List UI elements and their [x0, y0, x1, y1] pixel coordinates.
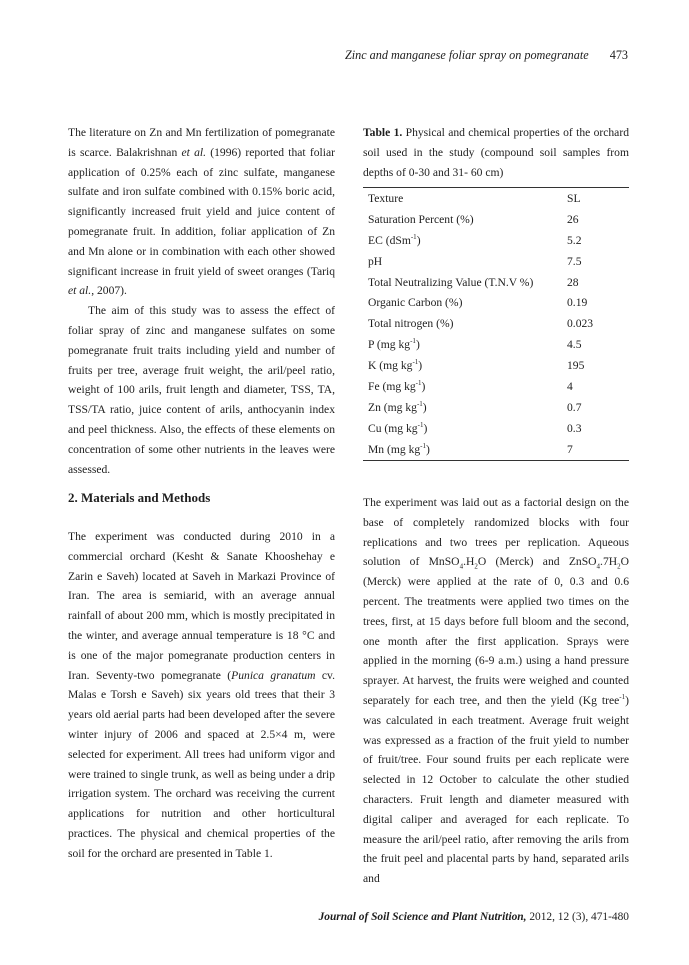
journal-footer: [319, 911, 629, 923]
italic-text: et al.: [181, 145, 207, 159]
table-row: [363, 272, 629, 293]
table-row: [363, 230, 629, 251]
table-row: [363, 439, 629, 460]
property-cell: [363, 313, 562, 334]
property-name: EC (dSm: [368, 233, 411, 247]
text-span: (1996) reported that foliar application of 0.25% each of zinc sulfate, manganese sulfate and iron sulfate combined with 0.15% boric acid, significantly increased fruit yield and juice content of pomegranate fruit. In addition, foliar application of Zn and Mn alone or in combination with each other showed significant increase in fruit yield of sweet oranges (Tariq: [68, 145, 335, 278]
unit-exponent: -1: [415, 379, 422, 388]
italic-text: et al.: [68, 284, 92, 298]
species-name: Punica granatum: [231, 668, 316, 682]
table-row: [363, 418, 629, 439]
property-cell: [363, 230, 562, 251]
property-cell: [363, 272, 562, 293]
table-row: [363, 355, 629, 376]
property-name: P (mg kg: [368, 338, 411, 352]
value-cell: 26: [567, 212, 579, 226]
value-cell: 28: [567, 275, 579, 289]
text-span: .7H: [600, 555, 618, 569]
value-cell: 0.023: [567, 317, 594, 331]
property-name: Zn (mg kg: [368, 400, 417, 414]
subscript: 4: [459, 562, 464, 571]
section-heading: 2. Materials and Methods: [68, 490, 211, 505]
unit-suffix: ): [418, 359, 423, 373]
soil-properties-table: [363, 187, 629, 461]
table-row: [363, 251, 629, 272]
paragraph: The aim of this study was to assess the effect of foliar spray of zinc and manganese sulfates on some pomegranate fruit traits including yield and number of fruits per tree, average fruit weight, the aril/peel ratio, weight of 100 arils, fruit length and diameter, TSS, TA, TSS/TA ratio, juice content of arils, anthocyanin index and peel thickness. Also, the effects of these elements on concentration of some other nutrients in the leaves were assessed.: [68, 304, 335, 476]
property-cell: [363, 397, 562, 418]
text-span: , 2007).: [91, 284, 127, 298]
unit-suffix: ): [421, 379, 426, 393]
value-cell: 5.2: [567, 233, 582, 247]
unit-exponent: -1: [412, 358, 419, 367]
running-title: Zinc and manganese foliar spray on pomegranate: [344, 48, 589, 62]
property-name: Total nitrogen (%): [368, 317, 454, 331]
table-row: [363, 334, 629, 355]
text-span: .H: [463, 555, 475, 569]
property-name: Texture: [368, 191, 404, 205]
value-cell: 0.19: [567, 296, 588, 310]
unit-suffix: ): [422, 400, 427, 414]
unit-exponent: -1: [410, 232, 417, 241]
paragraph: [68, 123, 335, 301]
property-cell: [363, 209, 562, 230]
property-cell: [363, 334, 562, 355]
text-span: O (Merck) were applied at the rate of 0, 0.3 and 0.6 percent. The treatments were applied two times on the trees, first, at 15 days before full bloom and the second, one month after the first application. Sprays were applied in the morning (6-9 a.m.) using a hand pressure sprayer. At harvest, the fruits were weighed and counted separately for each tree, and then the yield (Kg tree: [363, 555, 629, 707]
unit-suffix: ): [415, 338, 420, 352]
property-name: Mn (mg kg: [368, 442, 421, 456]
unit-suffix: ): [426, 442, 430, 456]
value-cell: SL: [562, 188, 629, 209]
property-cell: [363, 292, 562, 313]
citation: 2012, 12 (3), 471-480: [526, 911, 629, 923]
table-row: [363, 313, 629, 334]
property-name: pH: [368, 254, 383, 268]
unit-exponent: -1: [420, 441, 427, 450]
subscript: 4: [596, 562, 601, 571]
unit-exponent: -1: [410, 337, 416, 346]
property-cell: [363, 188, 562, 209]
text-span: The literature on Zn and Mn fertilization of pomegranate is scarce. Balakrishnan: [68, 126, 335, 159]
running-head: [345, 48, 628, 63]
text-span: cv. Malas e Torsh e Saveh) six years old trees that their 3 years old aerial parts had been developed after the severe winter injury of 2006 and spaced at 2.5×4 m, were selected for experiment. All trees had uniform vigor and were trained to single trunk, as well as being under a drip irrigation system. The orchard was receiving the current applications for nutrition and other horticultural practices. The physical and chemical properties of the soil for the orchard are presented in Table 1.: [68, 668, 335, 860]
table-row: [363, 376, 629, 397]
table-row: [363, 292, 629, 313]
unit-exponent: -1: [417, 420, 424, 429]
table-caption: [363, 123, 629, 182]
property-name: Fe (mg kg: [368, 379, 416, 393]
property-name: Saturation Percent (%): [368, 212, 474, 226]
property-name: Total Neutralizing Value (T.N.V %): [368, 275, 534, 289]
property-cell: [363, 376, 562, 397]
text-span: ) was calculated in each treatment. Average fruit weight was expressed as a fraction of the fruit yield to number of fruit/tree. Four sound fruits per each replicate were selected in 12 October to calculate the other studied characters. Fruit length and diameter measured with digital caliper and averaged for each replicate. To measure the aril/peel ratio, after removing the arils from the fruit peel and placental parts by hand, separated arils and: [363, 693, 629, 886]
property-cell: [363, 251, 562, 272]
property-name: Cu (mg kg: [368, 421, 418, 435]
unit-suffix: ): [423, 421, 428, 435]
text-span: The experiment was laid out as a factorial design on the base of completely randomized blocks with four replications and two trees per replication. Aqueous solution of MnSO: [363, 496, 629, 569]
property-name: K (mg kg: [368, 359, 413, 373]
subscript: 2: [617, 562, 621, 571]
property-cell: [363, 355, 562, 376]
value-cell: 0.3: [567, 421, 582, 435]
text-span: O (Merck) and ZnSO: [477, 555, 597, 569]
property-cell: [363, 439, 562, 460]
unit-suffix: ): [416, 233, 421, 247]
table-row: [363, 188, 629, 209]
text-span: The experiment was conducted during 2010 in a commercial orchard (Kesht & Sanate Khooshehay e Zarin e Saveh) located at Saveh in Markazi Province of Iran. The area is semiarid, with an average annual rainfall of about 200 mm, which is mostly precipitated in the winter, and average annual temperature is 18 °C and is one of the major pomegranate production centers in Iran. Seventy-two pomegranate (: [68, 530, 335, 682]
property-cell: [363, 418, 562, 439]
table-row: [363, 209, 629, 230]
methods-text-right: [363, 493, 629, 889]
table-caption-text: Physical and chemical properties of the orchard soil used in the study (compound soil samples from depths of 0-30 and 31- 60 cm): [363, 126, 629, 179]
superscript: -1: [619, 693, 626, 702]
value-cell: 7.5: [567, 254, 582, 268]
table-label: Table 1.: [363, 126, 403, 139]
table-row: [363, 397, 629, 418]
methods-text-left: [68, 527, 335, 864]
value-cell: 4: [567, 379, 573, 393]
paragraph: [363, 493, 629, 889]
property-name: Organic Carbon (%): [368, 296, 463, 310]
page-number: 473: [609, 48, 628, 62]
journal-name: Journal of Soil Science and Plant Nutrition,: [318, 911, 527, 923]
value-cell: 4.5: [567, 338, 582, 352]
paragraph: [68, 527, 335, 864]
unit-exponent: -1: [416, 399, 423, 408]
subscript: 2: [474, 562, 478, 571]
value-cell: 0.7: [567, 400, 582, 414]
value-cell: 7: [562, 439, 629, 460]
value-cell: 195: [567, 359, 585, 373]
intro-text: [68, 123, 335, 479]
